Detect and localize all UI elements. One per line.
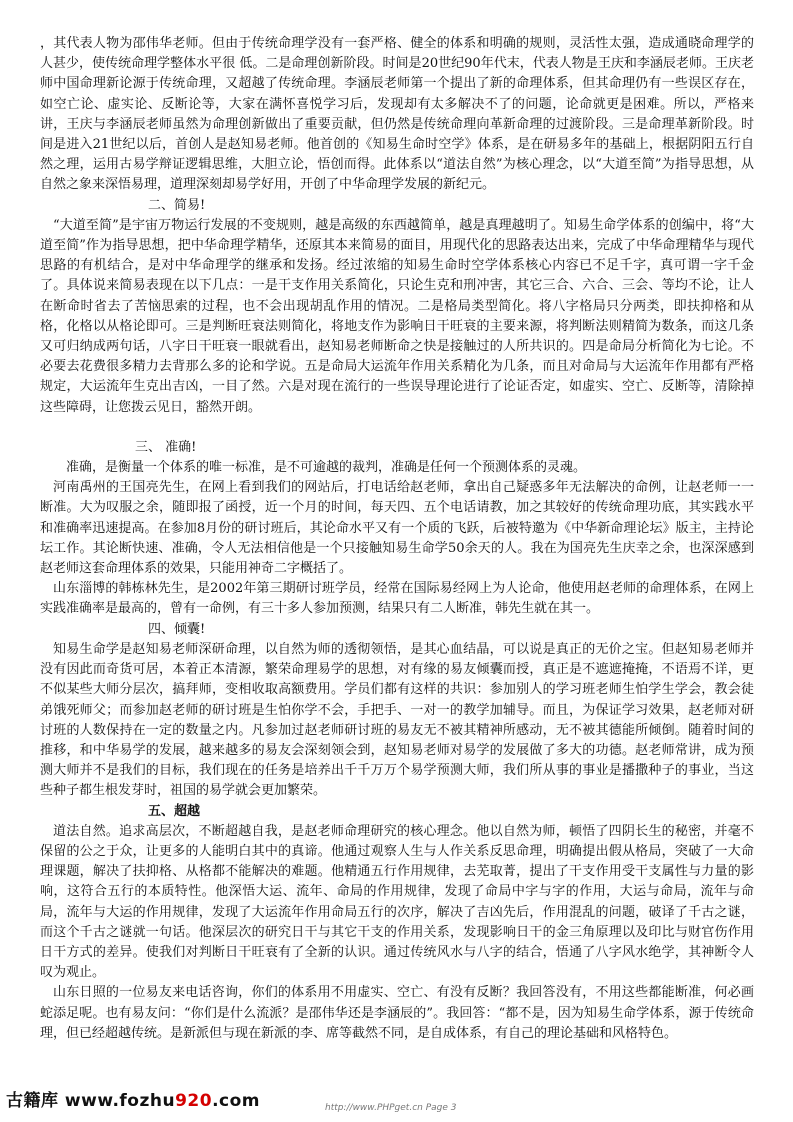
paragraph-generosity: 知易生命学是赵知易老师深研命理，以自然为师的透彻领悟，是其心血结晶，可以说是真正的无价之宝。但赵知易老师并没有因此而奇货可居，本着正本清源，繁荣命理易学的思想，对有缘的易友倾囊而授，真正是不遮遮掩掩，不语焉不详，更不似某些大师分层次，搞拜师，变相收取高额费用。学员们都有这样的共识：参加别人的学习班老师生怕学生学会，教会徒弟饿死师父；而参加赵老师的研讨班是生怕你学不会，手把手、一对一的教学加辅导。而且，为保证学习效果，赵老师对研讨班的人数保持在一定的数量之内。凡参加过赵老师研讨班的易友无不被其精神所感动，无不被其德能所倾倒。随着时间的推移，和中华易学的发展，越来越多的易友会深刻领会到，赵知易老师对易学的发展做了多大的功德。赵老师常讲，成为预测大师并不是我们的目标，我们现在的任务是培养出千千万万个易学预测大师，我们所从事的事业是播撒种子的事业，当这些种子都生根发芽时，祖国的易学就会更加繁荣。 [40,641,754,799]
section-heading-transcendence: 五、超越 [148,803,201,819]
section-heading-simplicity: 二、简易! [148,197,206,213]
footer-domain-suffix: .com [212,1091,261,1111]
footer-site-name: 古籍库 [6,1091,59,1111]
footer-page-label: http://www.PHPget.cn Page 3 [325,1103,457,1113]
paragraph-accuracy-case-shandong: 山东淄博的韩栋林先生，是2002年第三期研讨班学员，经常在国际易经网上为人论命，他使用赵老师的命理体系，在网上实践准确率是最高的，曾有一命例，有三十多人参加预测，结果只有二人断准，韩先生就在其一。 [40,581,754,617]
document-body [40,34,754,1074]
footer-domain-number: 920 [175,1091,213,1111]
paragraph-history: ，其代表人物为邵伟华老师。但由于传统命理学没有一套严格、健全的体系和明确的规则，灵活性太强，造成通晓命理学的人甚少，使传统命理学整体水平很 低。二是命理创新阶段。时间是20世纪90年代末，代表人物是王庆和李涵辰老师。王庆老师中国命理新论源于传统命理，又超越了传统命理。李涵辰老师第一个提出了新的命理体系，但其命理仍有一些误区存在，如空亡论、虚实论、反断论等，大家在满怀喜悦学习后，发现却有太多解决不了的问题，论命就更是困难。所以，严格来讲，王庆与李涵辰老师虽然为命理创新做出了重要贡献，但仍然是传统命理向革新命理的过渡阶段。三是命理革新阶段。时间是进入21世纪以后，首创人是赵知易老师。他首创的《知易生命时空学》体系，是在研易多年的基础上，根据阴阳五行自然之理，运用古易学辩证逻辑思维，大胆立论，悟创而得。此体系以“道法自然”为核心理念，以“大道至简”为指导思想，从自然之象来深悟易理，道理深刻却易学好用，开创了中华命理学发展的新纪元。 [40,36,754,193]
footer-site-logo [6,1086,260,1111]
paragraph-transcendence: 道法自然。追求高层次，不断超越自我，是赵老师命理研究的核心理念。他以自然为师，顿悟了四阴长生的秘密，并毫不保留的公之于众，让更多的人能明白其中的真谛。他通过观察人生与人作关系反思命理，明确提出假从格局，突破了一大命理课题，解决了扶抑格、从格都不能解决的难题。他精通五行作用规律，去芜取菁，提出了干支作用受干支属性与力量的影响，这符合五行的本质特性。他深悟大运、流年、命局的作用规律，发现了命局中字与字的作用，大运与命局，流年与命局，流年与大运的作用规律，发现了大运流年作用命局五行的次序，解决了吉凶先后，作用混乱的问题，破译了千古之谜，而这个千古之谜就一句话。他深层次的研究日干与其它干支的作用关系，发现影响日干的金三角原理以及印比与财官伤作用日干方式的差异。使我们对判断日干旺衰有了全新的认识。通过传统风水与八字的结合，悟通了八字风水绝学，其神断令人叹为观止。 [40,823,754,981]
footer-domain-prefix: www.fozhu [64,1091,176,1111]
section-heading-generosity: 四、倾囊! [148,621,206,637]
paragraph-simplicity: “大道至简”是宇宙万物运行发展的不变规则，越是高级的东西越简单，越是真理越明了。知易生命学体系的创编中，将“大道至简”作为指导思想，把中华命理学精华，还原其本来简易的面目，用现代化的思路表达出来，完成了中华命理精华与现代思路的有机结合，是对中华命理学的继承和发扬。经过浓缩的知易生命时空学体系核心内容已不足千字，真可谓一字千金了。具体说来简易表现在以下几点：一是干支作用关系简化，只论生克和刑冲害，其它三合、六合、三会、等均不论，让人在断命时省去了苦恼思索的过程，也不会出现胡乱作用的情况。二是格局类型简化。将八字格局只分两类，即扶抑格和从格，化格以从格论即可。三是判断旺衰法则简化，将地支作为影响日干旺衰的主要来源，将判断法则精简为数条，而这几条又可归纳成两句话，八字日干旺衰一眼就看出，赵知易老师断命之快是接触过的人所共识的。四是命局分析简化为七论。不必要去花费很多精力去背那么多的论和学说。五是命局大运流年作用关系精化为几条，而且对命局与大运流年作用都有严格规定，大运流年生克出吉凶，一目了然。六是对现在流行的一些误导理论进行了论证否定，如虚实、空亡、反断等，清除掉这些障碍，让您拨云见日，豁然开朗。 [40,217,754,415]
paragraph-accuracy-intro: 准确，是衡量一个体系的唯一标准，是不可逾越的裁判，准确是任何一个预测体系的灵魂。 [66,460,587,476]
paragraph-transcendence-dialogue: 山东日照的一位易友来电话咨询，你们的体系用不用虚实、空亡、有没有反断？我回答没有，不用这些都能断准，何必画蛇添足呢。也有易友问：“你们是什么流派？是邵伟华还是李涵辰的”。我回答：“都不是，因为知易生命学体系，源于传统命理，但已经超越传统。是新派但与现在新派的李、席等截然不同，是自成体系，有自己的理论基础和风格特色。 [40,985,754,1041]
section-heading-accuracy: 三、 准确! [135,439,197,455]
paragraph-accuracy-case-henan: 河南禹州的王国亮先生，在网上看到我们的网站后，打电话给赵老师，拿出自己疑惑多年无法解决的命例，让赵老师一一断准。大为叹服之余，随即报了函授，近一个月的时间，每天四、五个电话请教，加之其较好的传统命理功底，其实践水平和准确率迅速提高。在参加8月份的研讨班后，其论命水平又有一个质的飞跃，后被特邀为《中华新命理论坛》版主，主持论坛工作。其论断快速、准确，令人无法相信他是一个只接触知易生命学50余天的人。我在为国亮先生庆幸之余，也深深感到赵老师这套命理体系的效果，只能用神奇二字概括了。 [40,480,754,577]
